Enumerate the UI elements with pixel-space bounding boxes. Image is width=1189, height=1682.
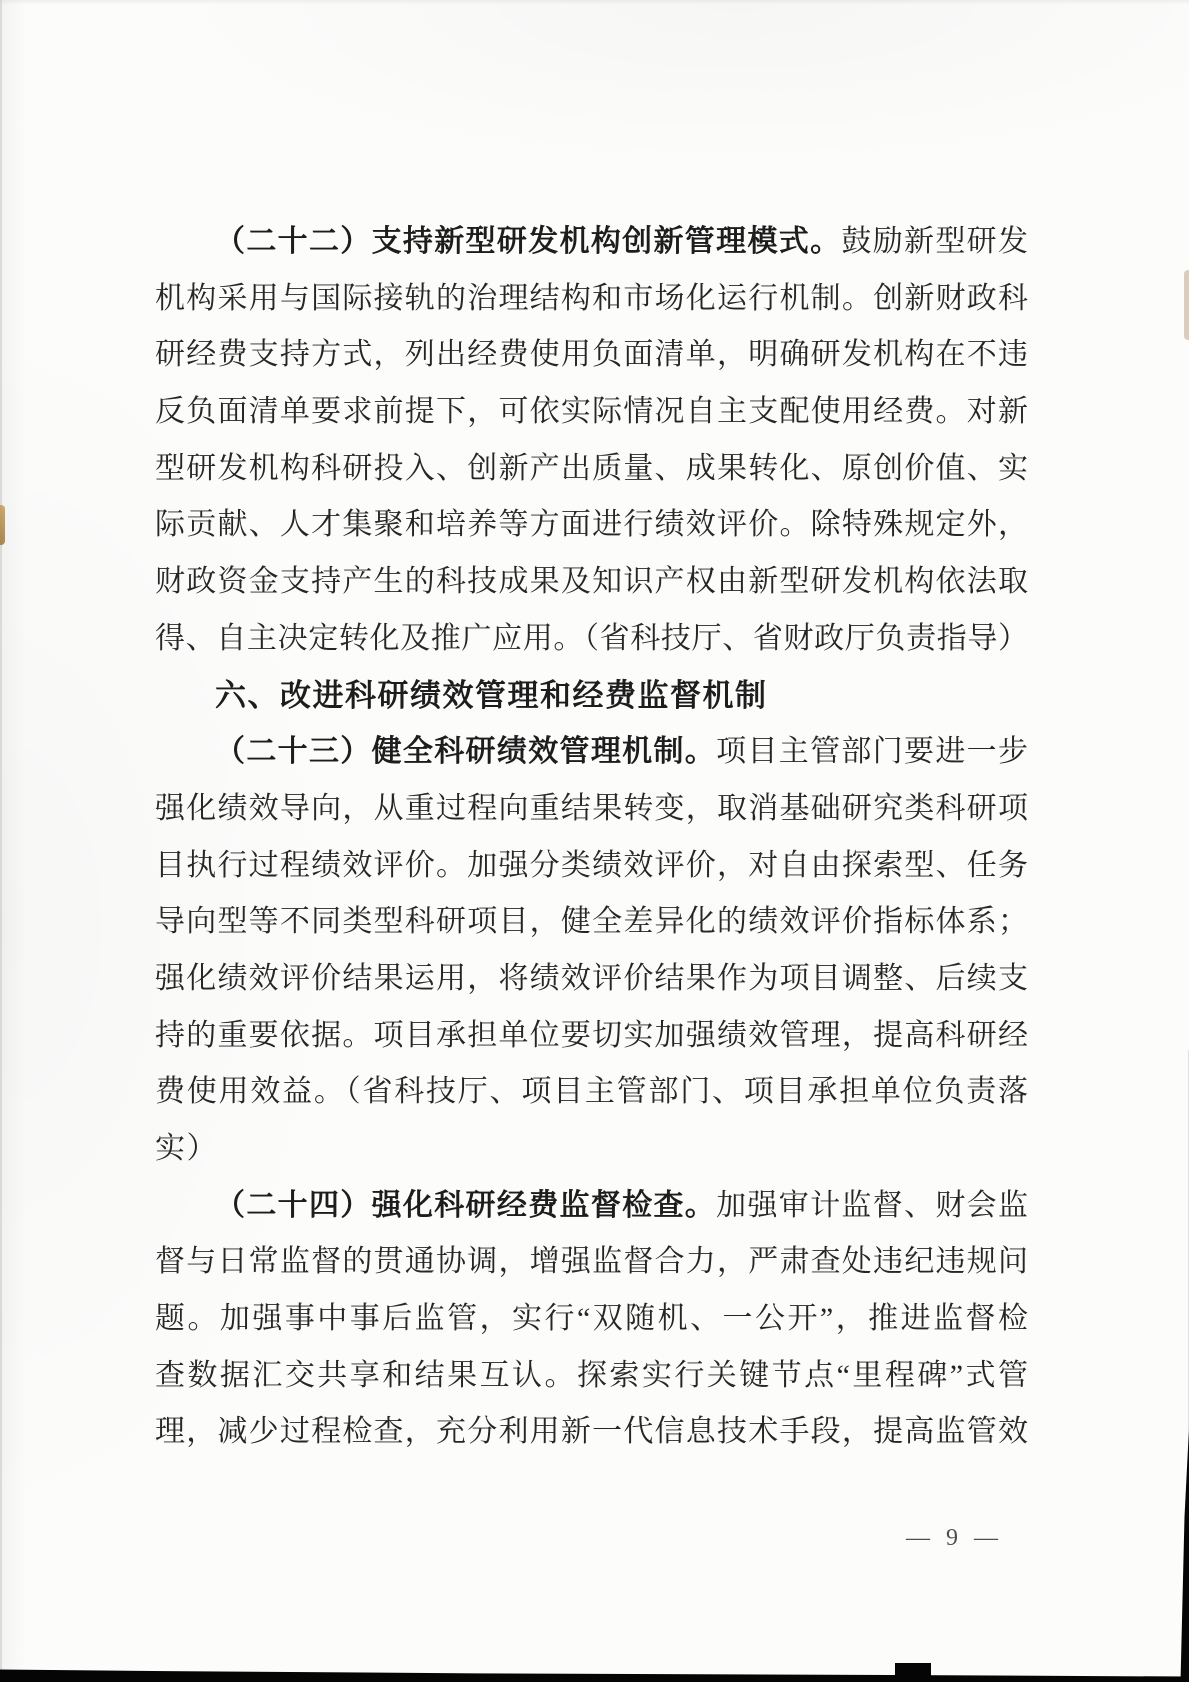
text-run: 题。加强事中事后监管，实行“双随机、一公开”，推进监督检	[155, 1302, 1028, 1336]
text-run: 费使用效益。（省科技厅、项目主管部门、项目承担单位负责落	[155, 1075, 1028, 1109]
text-line	[155, 1291, 1028, 1348]
text-line	[155, 1348, 1028, 1405]
text-line	[155, 1404, 1028, 1461]
text-run: 强化绩效评价结果运用，将绩效评价结果作为项目调整、后续支	[155, 961, 1028, 995]
text-run: 得、自主决定转化及推广应用。（省科技厅、省财政厅负责指导）	[155, 621, 1028, 655]
scan-artifact-left-edge	[0, 0, 2, 1682]
text-run: 持的重要依据。项目承担单位要切实加强绩效管理，提高科研经	[155, 1018, 1028, 1052]
text-run: 实）	[155, 1132, 218, 1165]
text-line	[155, 838, 1028, 895]
text-line	[155, 1121, 1028, 1178]
scan-artifact-right-smudge	[1184, 270, 1189, 340]
text-line	[155, 327, 1028, 384]
text-run: 研经费支持方式，列出经费使用负面清单，明确研发机构在不违	[155, 338, 1028, 372]
paragraph	[155, 1178, 1028, 1461]
text-line	[155, 497, 1028, 554]
text-run: 型研发机构科研投入、创新产出质量、成果转化、原创价值、实	[155, 451, 1028, 485]
text-run: 财政资金支持产生的科技成果及知识产权由新型研发机构依法取	[155, 565, 1028, 599]
paragraph	[155, 724, 1028, 1178]
document-body	[155, 214, 1028, 1461]
text-run: 理，减少过程检查，充分利用新一代信息技术手段，提高监管效	[155, 1415, 1028, 1449]
text-line	[155, 384, 1028, 441]
text-line	[155, 1064, 1028, 1121]
text-line	[155, 1178, 1028, 1235]
text-run: 导向型等不同类型科研项目，健全差异化的绩效评价指标体系；	[155, 905, 1028, 939]
text-line	[155, 271, 1028, 328]
text-run: 项目主管部门要进一步	[716, 735, 1029, 769]
page-number: — 9 —	[906, 1525, 1003, 1551]
bold-text-run: 六、改进科研绩效管理和经费监督机制	[215, 677, 768, 713]
text-run: 督与日常监督的贯通协调，增强监督合力，严肃查处违纪违规问	[155, 1245, 1028, 1279]
text-line	[155, 894, 1028, 951]
text-line	[155, 554, 1028, 611]
text-line	[155, 441, 1028, 498]
text-run: 反负面清单要求前提下，可依实际情况自主支配使用经费。对新	[155, 395, 1028, 429]
scan-artifact-right-shadow	[1179, 1428, 1189, 1682]
text-run: 际贡献、人才集聚和培养等方面进行绩效评价。除特殊规定外，	[155, 508, 1028, 542]
section-heading	[155, 668, 1028, 725]
text-run: 加强审计监督、财会监	[716, 1188, 1029, 1222]
paragraph	[155, 214, 1028, 668]
scan-artifact-bottom-notch	[895, 1663, 931, 1682]
text-line	[155, 1008, 1028, 1065]
text-line	[155, 611, 1028, 668]
text-run: 机构采用与国际接轨的治理结构和市场化运行机制。创新财政科	[155, 281, 1028, 315]
scan-artifact-bottom-shadow	[0, 1666, 1189, 1682]
text-run: 目执行过程绩效评价。加强分类绩效评价，对自由探索型、任务	[155, 848, 1028, 882]
text-line	[155, 668, 1028, 725]
text-run: 鼓励新型研发	[841, 225, 1029, 258]
text-run: 查数据汇交共享和结果互认。探索实行关键节点“里程碑”式管	[155, 1358, 1028, 1392]
text-line	[155, 951, 1028, 1008]
bold-text-run: （二十三）健全科研绩效管理机制。	[215, 735, 717, 769]
bold-text-run: （二十二）支持新型研发机构创新管理模式。	[215, 225, 842, 258]
scan-artifact-left-speck	[0, 505, 5, 545]
text-line	[155, 214, 1028, 271]
text-run: 强化绩效导向，从重过程向重结果转变，取消基础研究类科研项	[155, 791, 1028, 825]
text-line	[155, 724, 1028, 781]
text-line	[155, 781, 1028, 838]
bold-text-run: （二十四）强化科研经费监督检查。	[215, 1188, 717, 1222]
text-line	[155, 1234, 1028, 1291]
